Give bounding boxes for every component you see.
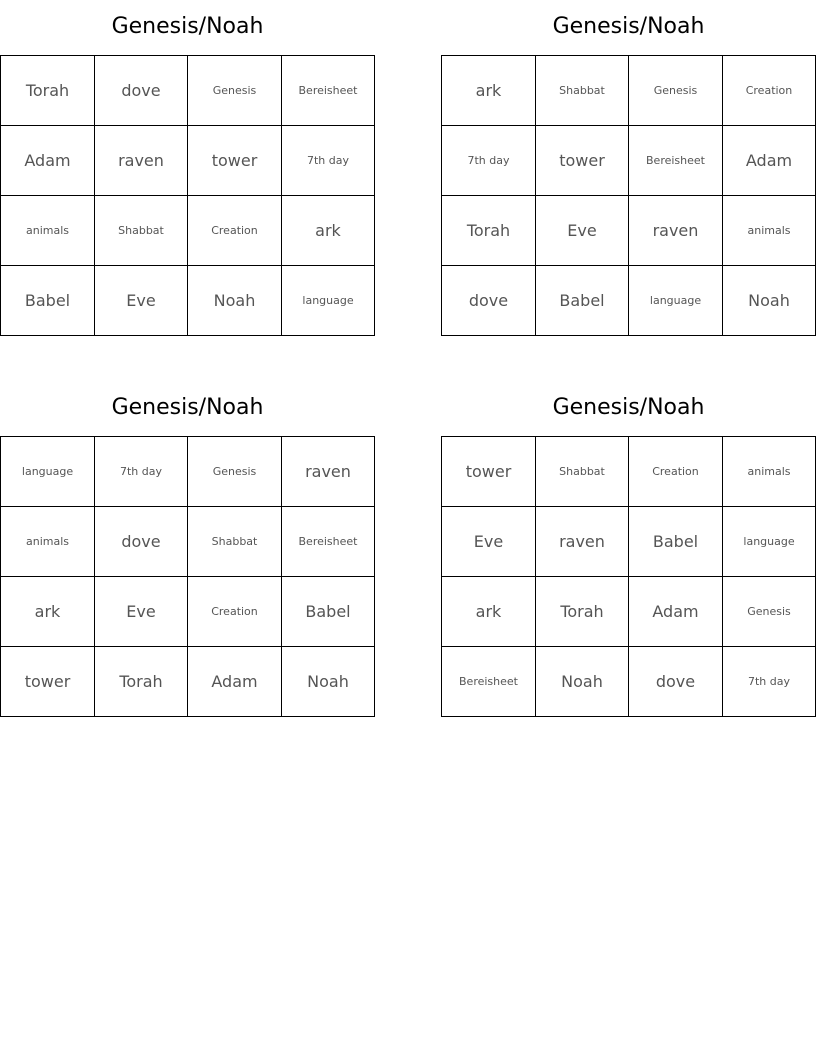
bingo-cell: Babel	[1, 266, 95, 335]
bingo-cell: language	[302, 294, 354, 307]
bingo-cell: Bereisheet	[442, 647, 536, 716]
bingo-cell: 7th day	[282, 126, 374, 196]
bingo-cell: Genesis	[188, 437, 282, 507]
bingo-cell: Shabbat	[95, 196, 188, 266]
bingo-cell: Genesis	[629, 56, 723, 126]
bingo-cell: Adam	[188, 647, 282, 716]
bingo-cell: Noah	[748, 291, 790, 310]
bingo-cell: Torah	[442, 196, 536, 266]
bingo-cell: Adam	[629, 577, 723, 647]
bingo-cell: Shabbat	[536, 56, 629, 126]
bingo-cell: raven	[629, 196, 723, 266]
bingo-cell: Noah	[188, 266, 282, 335]
bingo-cell: raven	[95, 126, 188, 196]
bingo-grid	[441, 436, 816, 717]
bingo-cell: ark	[282, 196, 374, 266]
bingo-cell: Noah	[536, 647, 629, 716]
bingo-cell: animals	[723, 196, 815, 266]
bingo-cell: tower	[442, 437, 536, 507]
bingo-cell: ark	[442, 577, 536, 647]
bingo-cell: Genesis	[723, 577, 815, 647]
bingo-cell: ark	[442, 56, 536, 126]
bingo-cell: animals	[1, 507, 95, 577]
card-title: Genesis/Noah	[111, 14, 264, 39]
bingo-cell: dove	[442, 266, 536, 335]
bingo-cell: Bereisheet	[282, 507, 374, 577]
bingo-cell: dove	[95, 507, 188, 577]
bingo-cell: Eve	[95, 266, 188, 335]
card-title: Genesis/Noah	[552, 14, 705, 39]
bingo-cell: Babel	[536, 266, 629, 335]
bingo-cell: Adam	[723, 126, 815, 196]
bingo-cell: language	[1, 437, 95, 507]
bingo-cell: language	[629, 266, 723, 335]
bingo-cell: 7th day	[442, 126, 536, 196]
bingo-cell: Adam	[1, 126, 95, 196]
bingo-cell: Creation	[723, 56, 815, 126]
bingo-cell: dove	[629, 647, 723, 716]
bingo-cell: raven	[282, 437, 374, 507]
bingo-cell: animals	[723, 437, 815, 507]
bingo-cell: Eve	[95, 577, 188, 647]
card-title: Genesis/Noah	[111, 395, 264, 420]
bingo-cell: 7th day	[95, 437, 188, 507]
bingo-cell: tower	[188, 126, 282, 196]
bingo-cell: Creation	[629, 437, 723, 507]
bingo-cell: tower	[536, 126, 629, 196]
bingo-cell: language	[723, 507, 815, 577]
bingo-cell: Bereisheet	[629, 126, 723, 196]
bingo-cell: Babel	[629, 507, 723, 577]
bingo-cell: Torah	[95, 647, 188, 716]
bingo-cell: Creation	[188, 577, 282, 647]
bingo-cell: dove	[95, 56, 188, 126]
bingo-cell: ark	[1, 577, 95, 647]
bingo-grid	[0, 436, 375, 717]
bingo-cell: Torah	[536, 577, 629, 647]
bingo-cell: animals	[1, 196, 95, 266]
bingo-grid	[0, 55, 375, 336]
bingo-cell: Torah	[1, 56, 95, 126]
bingo-grid	[441, 55, 816, 336]
bingo-cell: raven	[536, 507, 629, 577]
bingo-cell: 7th day	[747, 675, 790, 688]
bingo-cell: Shabbat	[188, 507, 282, 577]
bingo-cell: Genesis	[188, 56, 282, 126]
bingo-cell: Bereisheet	[282, 56, 374, 126]
bingo-cell: Babel	[282, 577, 374, 647]
bingo-cell: Eve	[442, 507, 536, 577]
bingo-cell: tower	[1, 647, 95, 716]
bingo-cell: Noah	[307, 672, 349, 691]
bingo-cell: Eve	[536, 196, 629, 266]
card-title: Genesis/Noah	[552, 395, 705, 420]
bingo-cell: Shabbat	[536, 437, 629, 507]
bingo-cell: Creation	[188, 196, 282, 266]
